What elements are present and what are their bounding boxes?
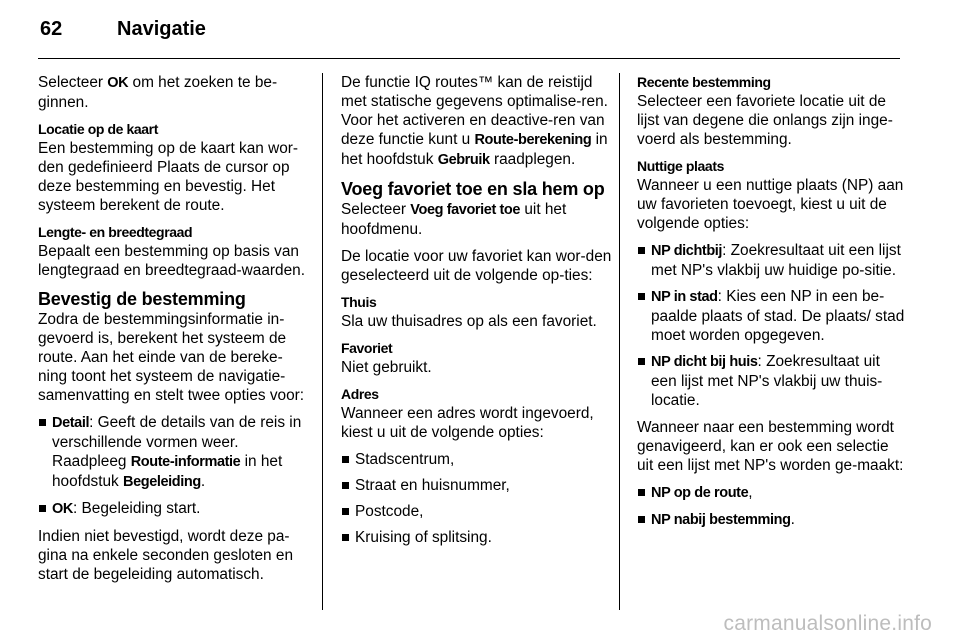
list-item <box>38 413 310 492</box>
section-text: Een bestemming op de kaart kan wor-den gedefinieerd Plaats de cursor op deze bestemming en bevestig. Het systeem berekent de route. <box>38 140 299 214</box>
section-text: Selecteer een favoriete locatie uit de lijst van degene die onlangs zijn inge-voerd als bestemming. <box>637 93 893 148</box>
section <box>341 293 613 331</box>
bold-term: OK <box>107 75 129 91</box>
bold-term: NP op de route <box>651 485 749 501</box>
bullet-icon <box>39 419 46 426</box>
bullet-icon <box>342 456 349 463</box>
section <box>637 73 905 149</box>
bullet-icon <box>342 508 349 515</box>
text: Straat en huisnummer, <box>355 477 510 494</box>
text: Postcode, <box>355 503 424 520</box>
watermark: carmanualsonline.info <box>723 612 932 635</box>
column-2 <box>341 73 613 555</box>
list-item <box>341 476 613 495</box>
section-heading: Adres <box>341 386 379 402</box>
section-text: Wanneer een adres wordt ingevoerd, kiest u uit de volgende opties: <box>341 405 594 441</box>
section-heading: Recente bestemming <box>637 74 771 90</box>
list-item <box>637 483 905 503</box>
text: . <box>790 511 795 528</box>
column-divider <box>322 73 323 610</box>
text: Selecteer <box>341 201 411 218</box>
list-item <box>637 287 905 345</box>
section-text: Sla uw thuisadres op als een favoriet. <box>341 313 597 330</box>
bold-term: NP nabij bestemming <box>651 512 791 528</box>
bold-term: OK <box>52 501 73 517</box>
bullet-icon <box>342 534 349 541</box>
chapter-heading: Bevestig de bestemming <box>38 289 246 309</box>
bold-term: NP in stad <box>651 289 718 305</box>
list-item <box>341 450 613 469</box>
bold-term: NP dicht bij huis <box>651 354 758 370</box>
section-heading: Lengte- en breedtegraad <box>38 224 193 240</box>
section-heading: Locatie op de kaart <box>38 121 158 137</box>
bold-term: Gebruik <box>437 152 490 168</box>
text: , <box>748 484 753 501</box>
text: Kruising of splitsing. <box>355 529 492 546</box>
list-item <box>341 502 613 521</box>
bullet-icon <box>342 482 349 489</box>
option-list <box>341 450 613 547</box>
list-item <box>637 241 905 280</box>
list-item <box>637 510 905 530</box>
bold-term: Route-berekening <box>474 132 592 148</box>
bullet-icon <box>638 516 645 523</box>
text: om het zoeken te be-ginnen. <box>38 74 278 111</box>
chapter-heading: Voeg favoriet toe en sla hem op <box>341 179 605 199</box>
text: . <box>200 473 206 490</box>
bullet-icon <box>638 358 645 365</box>
text: Stadscentrum, <box>355 451 455 468</box>
text: : Zoekresultaat uit een lijst met NP's vlakbij uw huidige po-sitie. <box>651 242 901 279</box>
page-header <box>38 18 900 59</box>
bullet-icon <box>39 505 46 512</box>
option-list <box>637 483 905 530</box>
text: Selecteer <box>38 74 108 91</box>
bullet-icon <box>638 489 645 496</box>
bullet-icon <box>638 247 645 254</box>
paragraph: Indien niet bevestigd, wordt deze pa-gina na enkele seconden gesloten en start de begeleiding automatisch. <box>38 528 294 583</box>
paragraph: De locatie voor uw favoriet kan wor-den geselecteerd uit de volgende op-ties: <box>341 248 612 284</box>
page-number: 62 <box>40 18 63 40</box>
list-item <box>38 499 310 519</box>
paragraph: Wanneer naar een bestemming wordt genavigeerd, kan er ook een selectie uit een lijst met NP's worden ge-maakt: <box>637 419 904 474</box>
paragraph <box>341 73 613 170</box>
column-1 <box>38 73 310 592</box>
section-heading: Thuis <box>341 294 377 310</box>
text: in het hoofdstuk <box>341 131 608 168</box>
text: raadplegen. <box>489 151 576 168</box>
paragraph <box>38 73 310 112</box>
section <box>38 223 310 280</box>
bold-term: Voeg favoriet toe <box>410 202 521 218</box>
text: : Geeft de details van de reis in verschillende vormen weer. Raadpleeg <box>52 414 302 470</box>
column-3 <box>637 73 905 538</box>
page-title: Navigatie <box>117 18 206 40</box>
bold-term: Detail <box>52 415 90 431</box>
section-text: Bepaalt een bestemming op basis van lengtegraad en breedtegraad-waarden. <box>38 243 305 279</box>
section <box>38 120 310 215</box>
text: uit het hoofdmenu. <box>341 201 567 238</box>
paragraph <box>341 200 613 239</box>
paragraph: Zodra de bestemmingsinformatie in-gevoerd is, berekent het systeem de route. Aan het einde van de bereke-ning toont het systeem de navigatie-samenvatting en stelt twee opties voor: <box>38 311 305 404</box>
bold-term: NP dichtbij <box>651 243 723 259</box>
option-list <box>637 241 905 410</box>
bullet-icon <box>638 293 645 300</box>
section-text: Wanneer u een nuttige plaats (NP) aan uw favorieten toevoegt, kiest u uit de volgende opties: <box>637 177 904 232</box>
list-item <box>341 528 613 547</box>
bold-term: Route-informatie <box>130 454 241 470</box>
text: De functie IQ routes™ kan de reistijd met statische gegevens optimalise-ren. Voor het activeren en deactive-ren van deze functie kunt u <box>341 74 608 148</box>
section-text: Niet gebruikt. <box>341 359 432 376</box>
bold-term: Begeleiding <box>123 474 201 490</box>
section <box>341 339 613 377</box>
text: : Zoekresultaat uit een lijst met NP's vlakbij uw thuis-locatie. <box>651 353 883 409</box>
list-item <box>637 352 905 410</box>
option-list <box>38 413 310 519</box>
text: : Begeleiding start. <box>72 500 201 517</box>
section <box>637 157 905 233</box>
text: : Kies een NP in een be-paalde plaats of stad. De plaats/ stad moet worden opgegeven. <box>651 288 905 344</box>
section <box>341 385 613 442</box>
column-divider <box>619 73 620 610</box>
section-heading: Favoriet <box>341 340 393 356</box>
text: in het hoofdstuk <box>52 453 283 490</box>
section-heading: Nuttige plaats <box>637 158 724 174</box>
